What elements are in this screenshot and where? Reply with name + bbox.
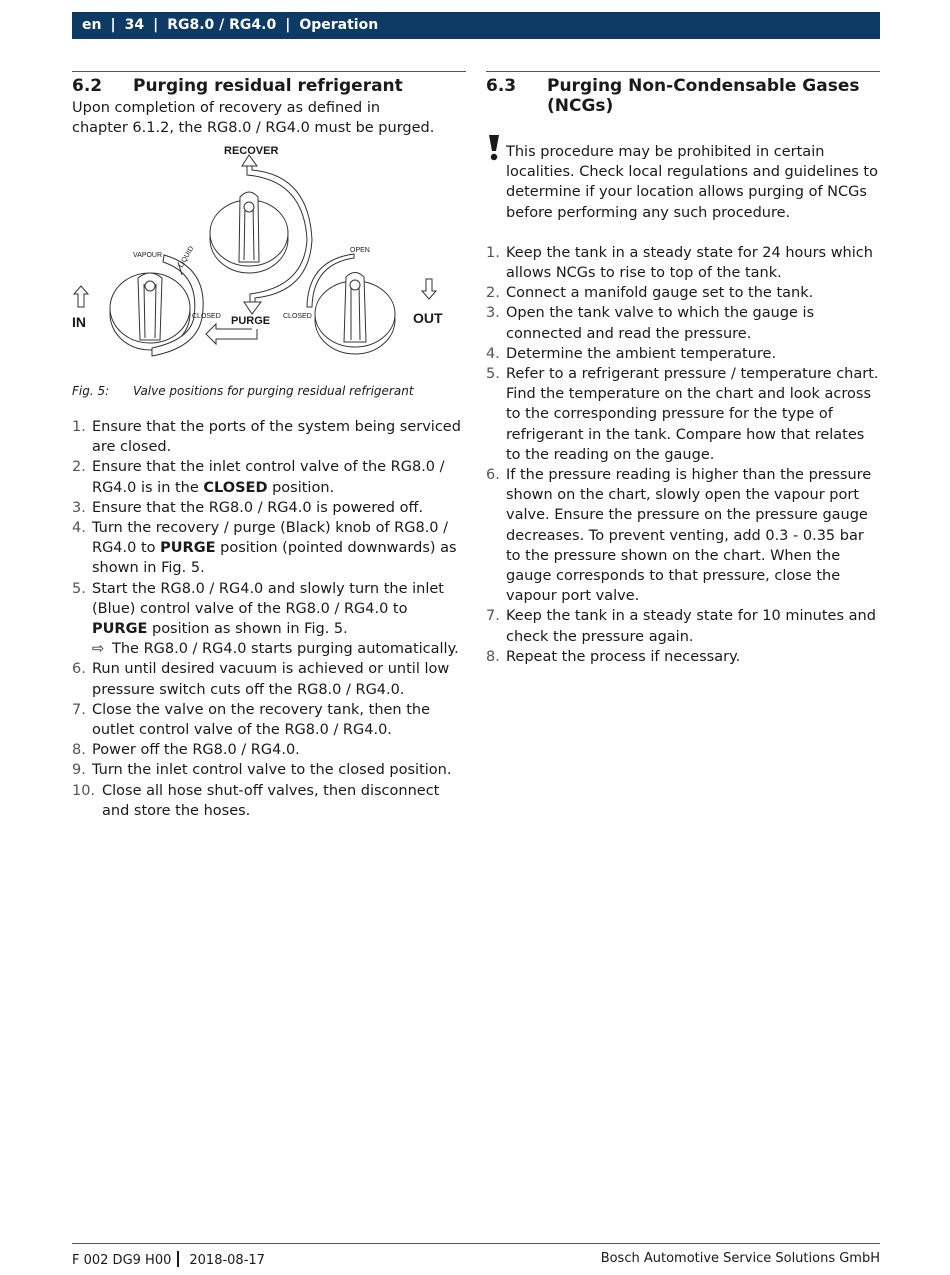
list-item: 7. Keep the tank in a steady state for 10 minutes and check the pressure again. [486,608,876,645]
header-model: RG8.0 / RG4.0 [167,17,277,33]
figure-label-open: OPEN [350,247,370,254]
section-heading: Purging Non-Condensable Gases (NCGs) [547,76,860,116]
footer-left [72,1251,265,1268]
step-result: ⇨ The RG8.0 / RG4.0 starts purging automatically. [72,639,466,659]
list-item: 2. Ensure that the inlet control valve of the RG8.0 / RG4.0 is in the CLOSED position. [72,459,445,496]
section-title-6-2 [72,76,466,96]
list-item: 5. Start the RG8.0 / RG4.0 and slowly turn the inlet (Blue) control valve of the RG8.0 / RG4.0 to PURGE position as shown in Fig. 5. [72,580,444,638]
footer-company: Bosch Automotive Service Solutions GmbH [600,1251,880,1266]
figure-label-out: OUT [413,310,443,326]
caption-text: Valve positions for purging residual refrigerant [133,384,414,398]
list-item: 2. Connect a manifold gauge set to the tank. [486,285,814,302]
list-item: 8. Power off the RG8.0 / RG4.0. [72,742,300,759]
list-item: 6. If the pressure reading is higher than the pressure shown on the chart, slowly open the vapour port valve. Ensure the pressure on the pressure gauge decreases. To prevent venting, add 0.3 - 0.35 bar to the pressure shown on the chart. When the gauge corresponds to that pressure, close the vapour port valve. [486,467,872,605]
intro-line: chapter 6.1.2, the RG8.0 / RG4.0 must be purged. [72,120,435,136]
list-item: 4. Turn the recovery / purge (Black) knob of RG8.0 / RG4.0 to PURGE position (pointed downwards) as shown in Fig. 5. [72,520,457,577]
footer-divider [177,1251,179,1267]
list-item: 4. Determine the ambient temperature. [486,345,777,362]
figure-label-vapour: VAPOUR [133,252,163,259]
list-item: 3. Ensure that the RG8.0 / RG4.0 is powered off. [72,499,424,516]
page-header [72,12,880,39]
header-lang: en [82,17,102,33]
right-column [486,71,880,667]
list-item: 9. Turn the inlet control valve to the closed position. [72,762,452,779]
valve-positions-figure [72,142,466,382]
valve-diagram [72,142,466,382]
section-rule [486,71,880,72]
outlet-control-knob [307,254,395,354]
recover-purge-knob [210,155,312,314]
warning-notice [486,142,880,223]
figure-caption [72,384,466,398]
section-rule [72,71,466,72]
section-title-6-3 [486,76,880,116]
bold-term: PURGE [92,621,148,638]
section-heading: Purging residual refrigerant [133,76,403,96]
header-separator: | [153,17,159,33]
figure-label-recover: RECOVER [224,145,279,157]
list-item: 8. Repeat the process if necessary. [486,648,741,665]
intro-line: Upon completion of recovery as defined in [72,100,381,116]
exclamation-icon [486,142,506,223]
figure-label-liquid: LIQUID [177,245,196,269]
footer-doc-id: F 002 DG9 H00 [72,1253,172,1268]
footer-date: 2018-08-17 [189,1253,265,1268]
list-item: 3. Open the tank valve to which the gauge is connected and read the pressure. [486,305,815,342]
list-item: 10. Close all hose shut-off valves, then disconnect and store the hoses. [72,782,440,819]
ncg-steps-list [486,243,880,667]
list-item: 7. Close the valve on the recovery tank, then the outlet control valve of the RG8.0 / RG4.0. [72,701,431,739]
section-intro [72,98,466,138]
figure-label-closed-right: CLOSED [283,313,312,320]
footer-rule [72,1243,880,1244]
bold-term: PURGE [160,540,216,557]
list-item: 1. Ensure that the ports of the system being serviced are closed. [72,419,461,456]
figure-label-closed-left: CLOSED [192,313,221,320]
figure-label-in: IN [72,314,86,330]
purge-steps-list [72,417,466,821]
list-item: 5. Refer to a refrigerant pressure / temperature chart. Find the temperature on the chart and look across to the corresponding pressure for the type of refrigerant in the tank. Compare how that relates to the reading on the gauge. [486,366,879,463]
left-column [72,71,466,821]
header-separator: | [285,17,291,33]
out-arrow-icon [422,279,436,299]
in-arrow-icon [74,286,88,307]
caption-number: Fig. 5: [72,384,110,398]
bold-term: CLOSED [203,479,268,496]
warning-text: This procedure may be prohibited in certain localities. Check local regulations and guidelines to determine if your location allows purging of NCGs before performing any such procedure. [506,144,878,221]
header-separator: | [110,17,116,33]
result-arrow-icon: ⇨ [92,641,105,658]
section-number: 6.3 [486,76,517,96]
header-section: Operation [299,17,379,33]
figure-label-purge: PURGE [231,315,271,327]
list-item: 1. Keep the tank in a steady state for 24 hours which allows NCGs to rise to top of the tank. [486,244,873,282]
list-item: 6. Run until desired vacuum is achieved or until low pressure switch cuts off the RG8.0 / RG4.0. [72,661,450,698]
header-page-number: 34 [124,17,145,33]
section-number: 6.2 [72,76,103,96]
